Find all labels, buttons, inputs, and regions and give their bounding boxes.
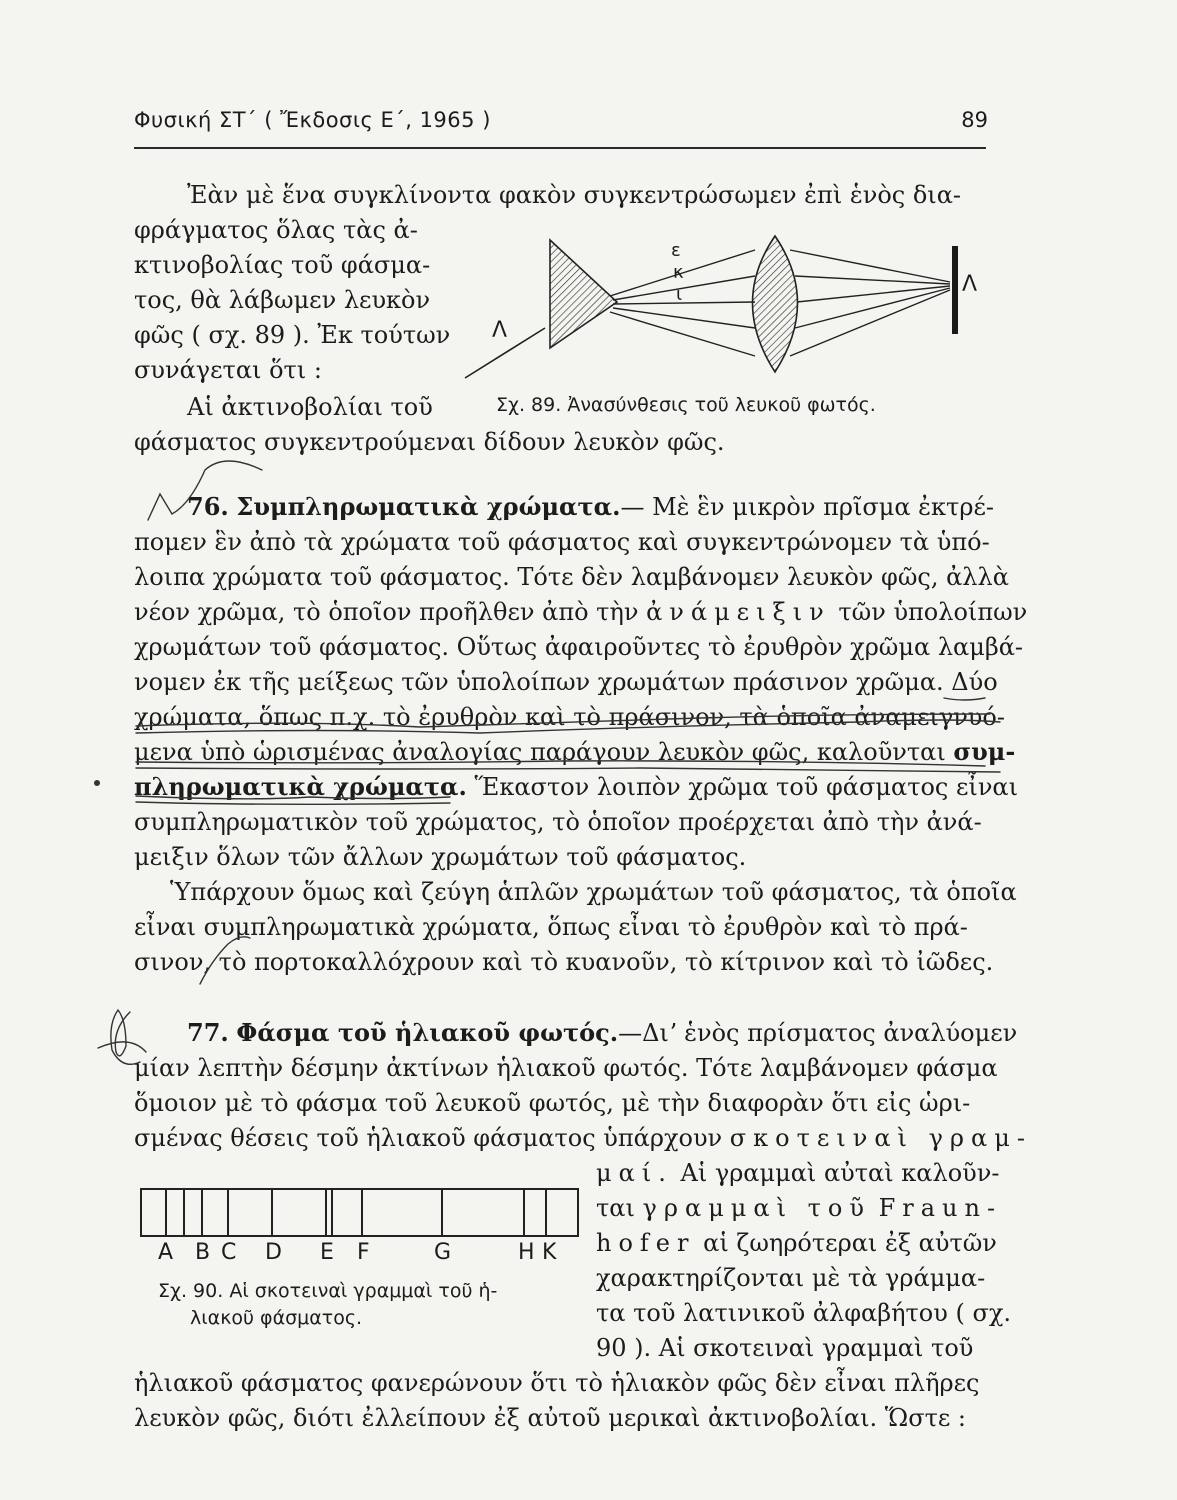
sec76-term-complementary: πληρωματικὰ χρώματα. [134, 772, 467, 801]
page-number: 89 [961, 108, 988, 132]
sec76-line-9b: Ἕκαστον λοιπὸν χρῶμα τοῦ φάσματος εἶναι [474, 773, 1019, 801]
figure-90-spectrum-box [140, 1188, 580, 1238]
sec76-line-14: σινον, τὸ πορτοκαλλόχρουν καὶ τὸ κυανοῦν, τὸ κίτρινον καὶ τὸ ἰῶδες. [134, 948, 994, 976]
sec77-term-lines-of: γραμμαὶ τοῦ [642, 1194, 871, 1222]
spectrum-letter: G [434, 1240, 452, 1265]
sec77-line-2: μίαν λεπτὴν δέσμην ἀκτίνων ἡλιακοῦ φωτός. Τότε λαμβάνομεν φάσμα [134, 1054, 998, 1082]
sec77-right-line-5: τα τοῦ λατινικοῦ ἀλφαβήτου ( σχ. [596, 1299, 1012, 1327]
sec76-line-5: χρωμάτων τοῦ φάσματος. Οὕτως ἀφαιροῦντες τὸ ἐρυθρὸν χρῶμα λαμβά- [134, 633, 1024, 661]
sec76-line-7: χρώματα, ὅπως π.χ. τὸ ἐρυθρὸν καὶ τὸ πράσινον, τὰ ὁποῖα ἀναμειγνυό- [134, 703, 1005, 731]
intro-line-1: Ἐὰν μὲ ἕνα συγκλίνοντα φακὸν συγκεντρώσωμεν ἐπὶ ἑνὸς δια- [187, 181, 962, 209]
sec76-line-8a: μενα ὑπὸ ὡρισμένας ἀναλογίας παράγουν λευκὸν φῶς, καλοῦνται [134, 738, 946, 766]
intro-line-6: συνάγεται ὅτι : [134, 356, 322, 384]
sec77-right-line-2 [596, 1193, 1002, 1223]
sec77-line-3: ὅμοιον μὲ τὸ φάσμα τοῦ λευκοῦ φωτός, μὲ τὴν διαφορὰν ὅτι εἰς ὡρι- [134, 1089, 971, 1117]
spectrum-letter: E [320, 1240, 334, 1265]
sec76-term-sym: συμ- [953, 737, 1016, 766]
fig89-label-e: ε [671, 240, 681, 261]
lens-shape [753, 236, 798, 372]
figure-90-caption-line-2: λιακοῦ φάσματος. [190, 1307, 363, 1329]
sec77-right-2a: ται [596, 1194, 635, 1222]
spectrum-letter: F [357, 1240, 370, 1265]
sec77-right-1a: μαί. [596, 1159, 673, 1187]
header-rule [134, 147, 986, 149]
sec77-number: 77. [187, 1018, 229, 1047]
sec77-right-line-1 [596, 1158, 999, 1188]
sec77-final-line-1: ἡλιακοῦ φάσματος φανερώνουν ὅτι τὸ ἡλιακὸν φῶς δὲν εἶναι πλῆρες [134, 1369, 980, 1397]
sec77-term-dark-lines: σκοτειναὶ γραμ- [729, 1124, 1032, 1152]
sec76-line-1-rest: — Μὲ ἓν μικρὸν πρῖσμα ἐκτρέ- [620, 493, 994, 521]
figure-89-caption: Σχ. 89. Ἀνασύνθεσις τοῦ λευκοῦ φωτός. [496, 394, 876, 416]
fig89-lambda-right: Λ [962, 272, 978, 297]
intro-line-3: κτινοβολίας τοῦ φάσμα- [134, 251, 431, 279]
sec76-line-11: μειξιν ὅλων τῶν ἄλλων χρωμάτων τοῦ φάσματος. [134, 843, 747, 871]
header-title: Φυσική ΣΤ΄ ( Ἔκδοσις Ε΄, 1965 ) [134, 108, 491, 132]
spectrum-letter: H [518, 1240, 535, 1265]
intro-line-5: φῶς ( σχ. 89 ). Ἐκ τούτων [134, 321, 451, 349]
sec77-term-fraunhofer-2: hofer [596, 1229, 696, 1257]
sec76-line-3: λοιπα χρώματα τοῦ φάσματος. Τότε δὲν λαμβάνομεν λευκὸν φῶς, ἀλλὰ [134, 563, 1009, 591]
sec76-line-4a: νέον χρῶμα, τὸ ὁποῖον προῆλθεν ἀπὸ τὴν [134, 598, 639, 626]
sec77-right-line-3 [596, 1228, 997, 1258]
intro-line-8: φάσματος συγκεντρούμεναι δίδουν λευκὸν φῶς. [134, 428, 725, 456]
sec77-right-3b: αἱ ζωηρότεραι ἐξ αὐτῶν [703, 1229, 997, 1257]
underline-6 [136, 802, 450, 804]
spectrum-letter: A [158, 1240, 174, 1265]
figure-90-caption-line-1: Σχ. 90. Αἱ σκοτειναὶ γραμμαὶ τοῦ ἡ- [158, 1280, 498, 1302]
sec77-line-1 [187, 1018, 1017, 1048]
running-header [134, 108, 988, 142]
fraunhofer-lines [166, 1189, 546, 1236]
fig89-label-i: ι [676, 284, 683, 305]
ink-dot [94, 780, 100, 786]
sec77-line-4 [134, 1123, 1032, 1153]
spectrum-letter: C [221, 1240, 237, 1265]
prism-shape [550, 240, 617, 348]
intro-line-2: φράγματος ὅλας τὰς ἀ- [134, 216, 418, 244]
sec76-line-2: πομεν ἓν ἀπὸ τὰ χρώματα τοῦ φάσματος καὶ συγκεντρώνομεν τὰ ὑπό- [134, 528, 990, 556]
sec76-line-4 [134, 597, 1027, 627]
sec76-term-anameixin: ἀνάμειξιν [646, 598, 831, 626]
sec76-line-10: συμπληρωματικὸν τοῦ χρώματος, τὸ ὁποῖον προέρχεται ἀπὸ τὴν ἀνά- [134, 808, 982, 836]
sec76-line-9 [134, 772, 1018, 802]
sec76-line-8 [134, 737, 1015, 767]
fig89-label-k: κ [673, 262, 684, 283]
sec77-line-1-rest: —Διʼ ἑνὸς πρίσματος ἀναλύομεν [618, 1019, 1018, 1047]
sec76-line-12: Ὑπάρχουν ὅμως καὶ ζεύγη ἁπλῶν χρωμάτων τοῦ φάσματος, τὰ ὁποῖα [170, 878, 1017, 906]
sec76-title: Συμπληρωματικὰ χρώματα. [236, 492, 621, 521]
sec77-final-line-2: λευκὸν φῶς, διότι ἐλλείπουν ἐξ αὐτοῦ μερικαὶ ἀκτινοβολίαι. Ὥστε : [134, 1404, 967, 1432]
intro-line-4: τος, θὰ λάβωμεν λευκὸν [134, 286, 431, 314]
sec77-line-4a: σμένας θέσεις τοῦ ἡλιακοῦ φάσματος ὑπάρχουν [134, 1124, 723, 1152]
sec76-number: 76. [187, 492, 229, 521]
sec77-title: Φάσμα τοῦ ἡλιακοῦ φωτός. [236, 1018, 619, 1047]
underline-dyo [944, 698, 985, 700]
sec76-line-13: εἶναι συμπληρωματικὰ χρώματα, ὅπως εἶναι τὸ ἐρυθρὸν καὶ τὸ πρά- [134, 913, 968, 941]
sec77-right-1b: Αἱ γραμμαὶ αὐταὶ καλοῦν- [680, 1159, 1000, 1187]
fig89-lambda-left: Λ [492, 318, 508, 343]
r-mark-77-tail [98, 1042, 146, 1052]
intro-line-7: Αἱ ἀκτινοβολίαι τοῦ [187, 393, 433, 421]
figure-89-diagram [455, 230, 995, 390]
sec76-line-1 [187, 492, 994, 522]
sec77-term-fraunhofer-1: Fraun- [878, 1194, 1003, 1222]
spectrum-letter: B [195, 1240, 211, 1265]
spectrum-letter: D [265, 1240, 282, 1265]
sec76-line-4c: τῶν ὑπολοίπων [838, 598, 1028, 626]
screen-bar [952, 246, 958, 334]
sec77-right-line-6: 90 ). Αἱ σκοτειναὶ γραμμαὶ τοῦ [596, 1334, 974, 1362]
sec76-line-6: νομεν ἐκ τῆς μείξεως τῶν ὑπολοίπων χρωμάτων πράσινον χρῶμα. Δύο [134, 668, 998, 696]
spectrum-letter: K [542, 1240, 557, 1265]
sec77-right-line-4: χαρακτηρίζονται μὲ τὰ γράμμα- [596, 1264, 986, 1292]
